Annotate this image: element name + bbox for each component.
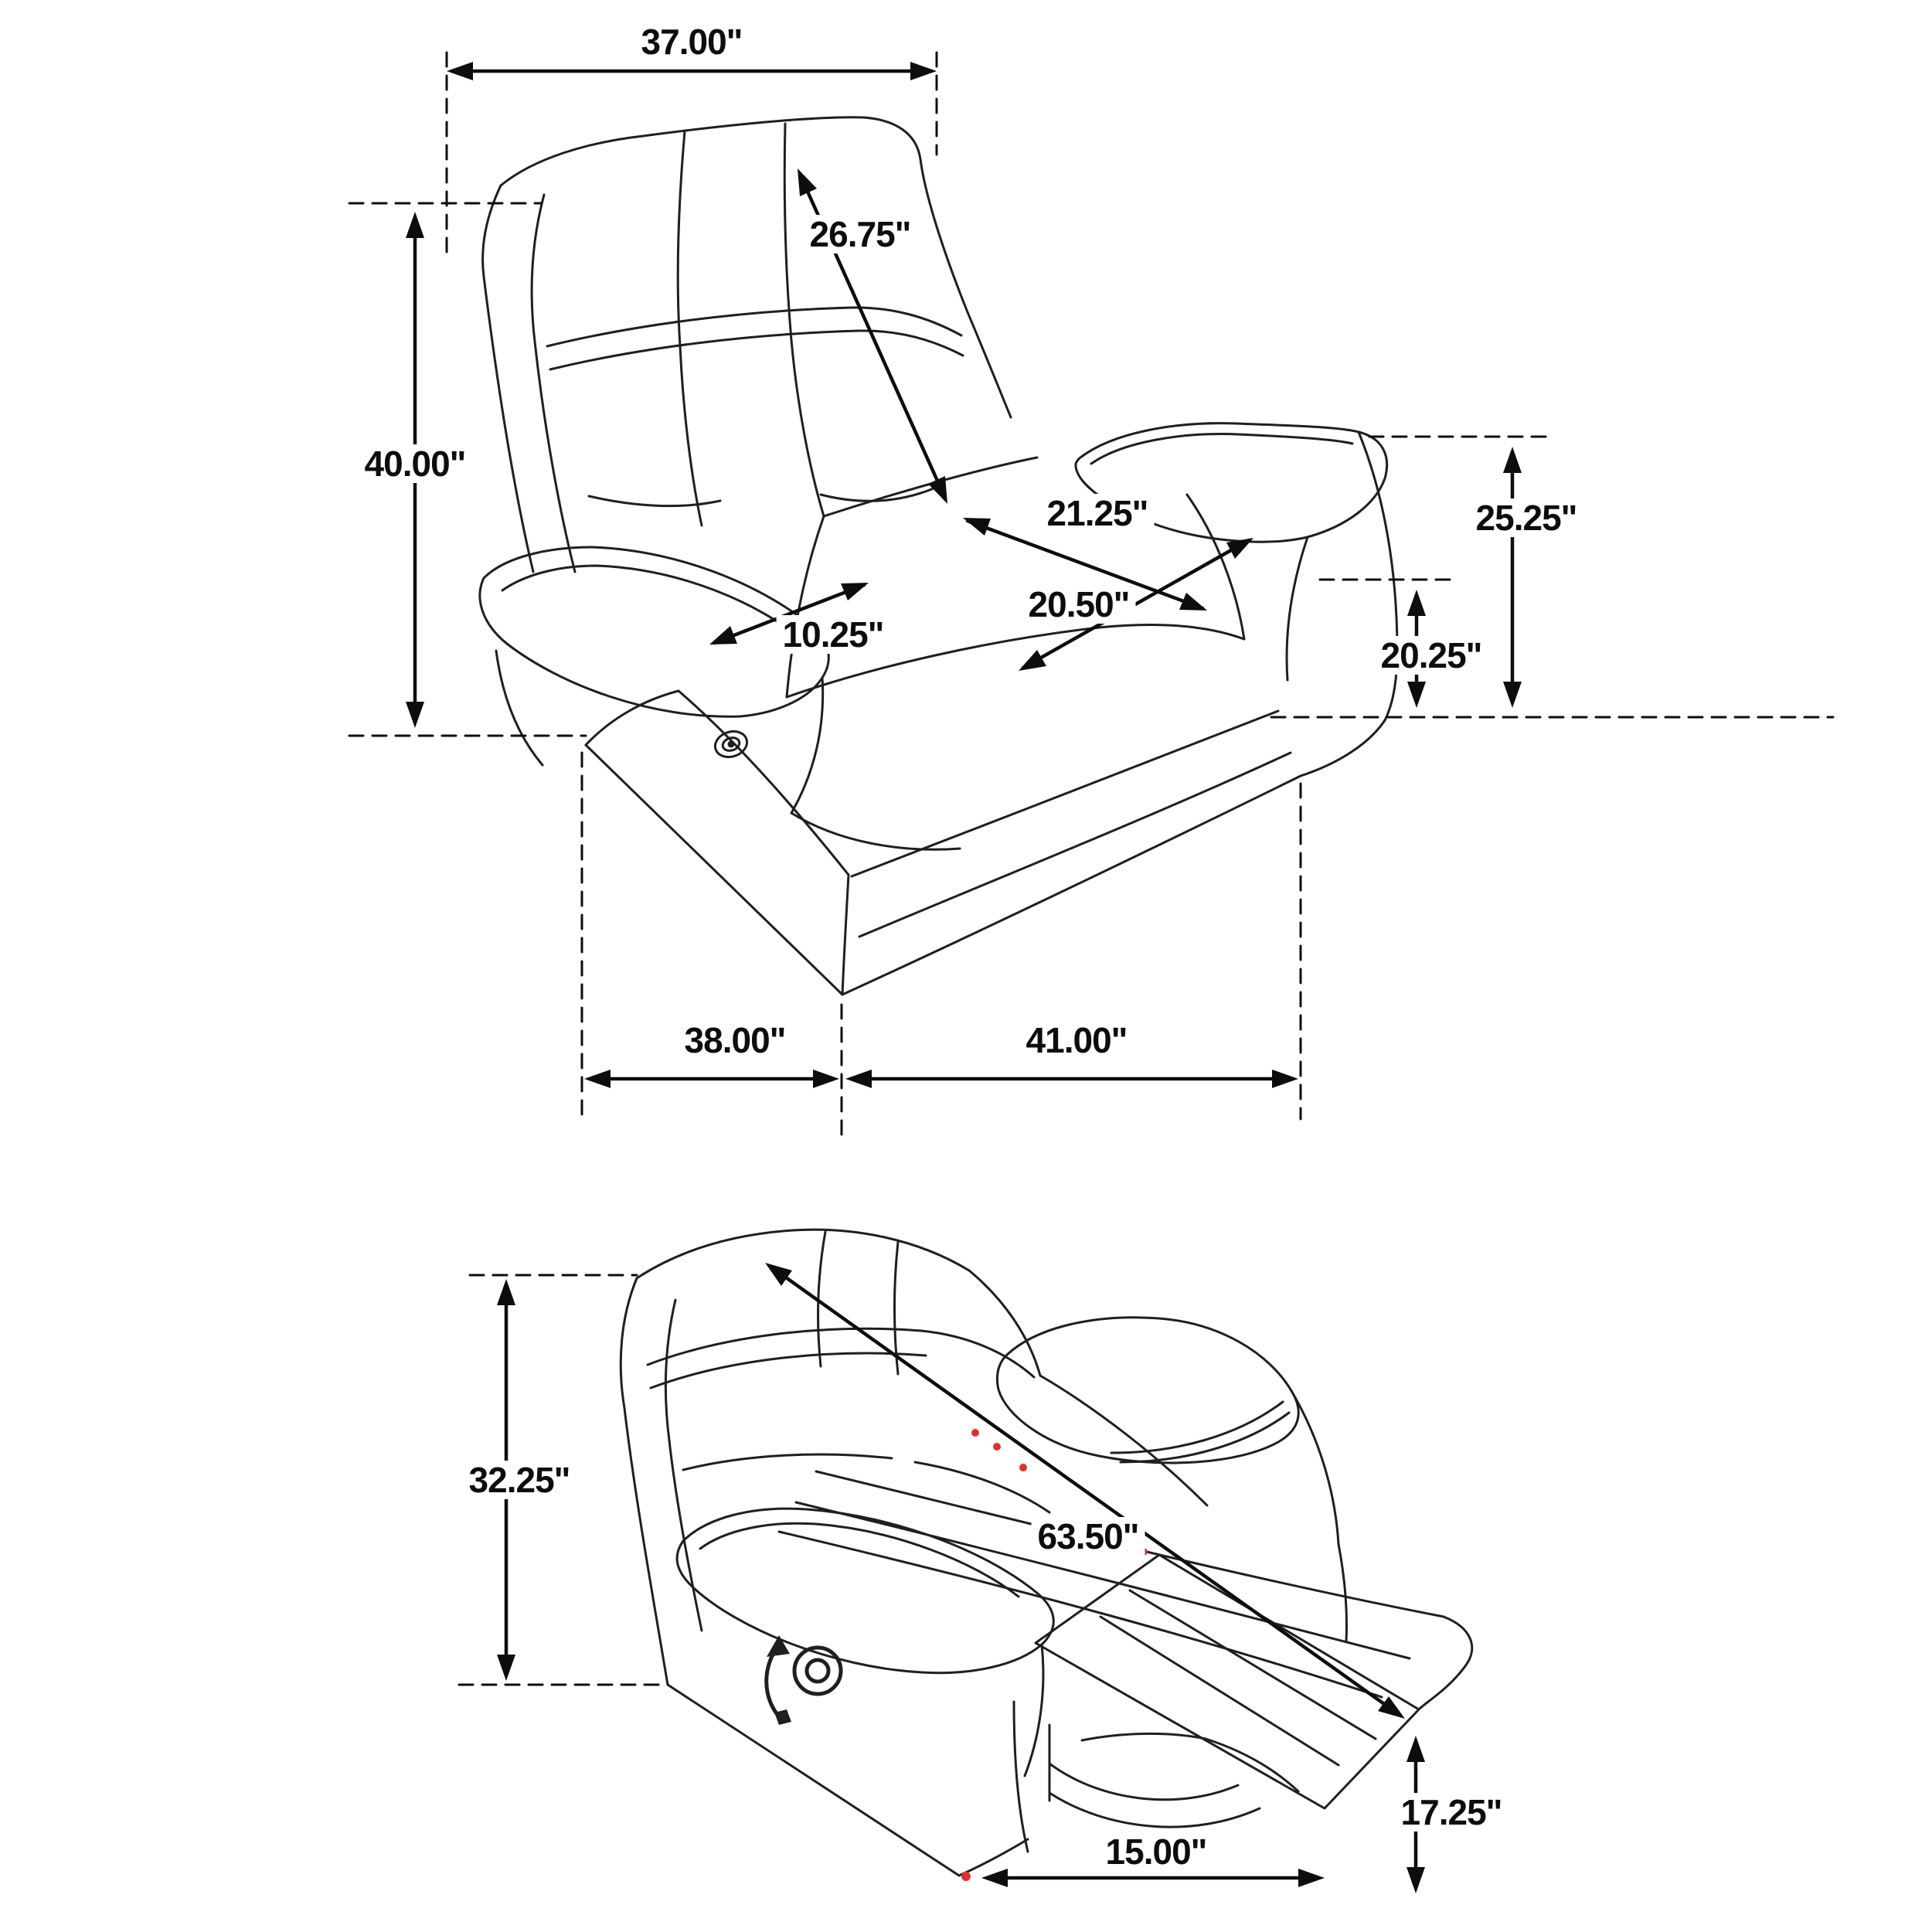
dim-label-overall-height: 40.00" — [359, 444, 472, 483]
extension-lines — [349, 53, 1833, 1685]
dim-label-reclined-height: 32.25" — [463, 1461, 577, 1499]
dim-label-arm-pad-width: 10.25" — [777, 615, 890, 654]
dim-label-back-diagonal: 26.75" — [804, 215, 917, 253]
dim-label-footrest-extension: 15.00" — [1100, 1832, 1213, 1871]
dim-label-reclined-length: 63.50" — [1032, 1517, 1145, 1556]
dim-label-footrest-height: 17.25" — [1395, 1793, 1509, 1832]
dim-label-footprint-right: 41.00" — [1020, 1021, 1134, 1060]
upright-recliner-drawing — [480, 117, 1397, 995]
dim-label-arm-height: 25.25" — [1470, 498, 1583, 537]
dimension-arrows — [415, 71, 1512, 1881]
dim-label-seat-depth: 20.50" — [1022, 585, 1136, 624]
dim-label-footprint-left: 38.00" — [679, 1021, 792, 1060]
dim-label-overall-width: 37.00" — [635, 22, 749, 61]
dim-label-seat-back-height: 20.25" — [1375, 636, 1488, 675]
dimension-arrowheads — [406, 62, 1522, 1893]
dim-label-seat-width: 21.25" — [1041, 494, 1155, 532]
